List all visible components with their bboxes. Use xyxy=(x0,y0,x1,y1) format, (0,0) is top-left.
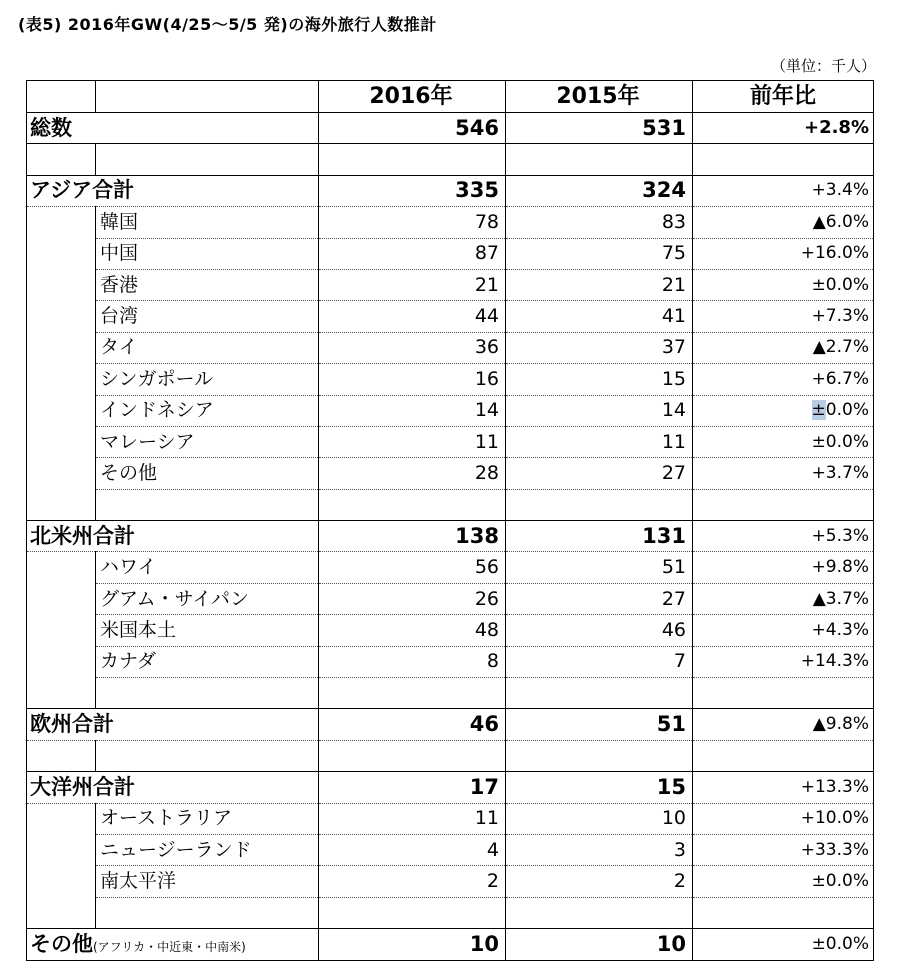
row-2016: 28 xyxy=(319,458,506,489)
row-2015: 14 xyxy=(506,395,693,426)
row-label: インドネシア xyxy=(96,395,319,426)
row-2015: 27 xyxy=(506,583,693,614)
row-ratio: ±0.0% xyxy=(693,426,874,457)
table-row xyxy=(27,426,874,457)
row-ratio: ▲2.7% xyxy=(693,332,874,363)
row-2015: 27 xyxy=(506,458,693,489)
row-label: 中国 xyxy=(96,238,319,269)
row-2015: 15 xyxy=(506,364,693,395)
row-ratio: +6.7% xyxy=(693,364,874,395)
total-label: 総数 xyxy=(27,113,319,144)
table-row xyxy=(27,803,874,834)
group-ratio: +13.3% xyxy=(693,772,874,803)
row-label: 南太平洋 xyxy=(96,866,319,897)
row-2015: 3 xyxy=(506,834,693,865)
table-row xyxy=(27,395,874,426)
group-2016: 138 xyxy=(319,521,506,552)
group-2015: 15 xyxy=(506,772,693,803)
row-2016: 78 xyxy=(319,207,506,238)
row-ratio: +9.8% xyxy=(693,552,874,583)
group-row xyxy=(27,175,874,206)
row-2016: 21 xyxy=(319,269,506,300)
row-2016: 44 xyxy=(319,301,506,332)
row-2016: 36 xyxy=(319,332,506,363)
row-2015: 7 xyxy=(506,646,693,677)
row-ratio: +16.0% xyxy=(693,238,874,269)
table-row xyxy=(27,269,874,300)
row-2016: 11 xyxy=(319,803,506,834)
table-row xyxy=(27,332,874,363)
group-2016: 335 xyxy=(319,175,506,206)
row-2016: 16 xyxy=(319,364,506,395)
row-2015: 46 xyxy=(506,615,693,646)
group-label: 欧州合計 xyxy=(27,709,319,740)
row-label: グアム・サイパン xyxy=(96,583,319,614)
row-2015: 21 xyxy=(506,269,693,300)
unit-label: （単位：千人） xyxy=(770,57,876,75)
group-2016: 46 xyxy=(319,709,506,740)
total-ratio: +2.8% xyxy=(693,113,874,144)
row-2015: 83 xyxy=(506,207,693,238)
travel-table xyxy=(26,80,874,961)
table-row xyxy=(27,583,874,614)
row-label: ニュージーランド xyxy=(96,834,319,865)
group-label: 北米州合計 xyxy=(27,521,319,552)
row-ratio: +33.3% xyxy=(693,834,874,865)
group-row xyxy=(27,772,874,803)
row-ratio: ▲6.0% xyxy=(693,207,874,238)
row-2015: 2 xyxy=(506,866,693,897)
table-title: (表5) 2016年GW(4/25～5/5 発)の海外旅行人数推計 xyxy=(18,15,437,34)
group-2015: 131 xyxy=(506,521,693,552)
other-2016: 10 xyxy=(319,929,506,960)
row-label: マレーシア xyxy=(96,426,319,457)
group-ratio: ▲9.8% xyxy=(693,709,874,740)
group-row xyxy=(27,709,874,740)
row-2016: 56 xyxy=(319,552,506,583)
table-row xyxy=(27,552,874,583)
group-label: アジア合計 xyxy=(27,175,319,206)
row-ratio: ±0.0% xyxy=(693,866,874,897)
row-2015: 11 xyxy=(506,426,693,457)
row-ratio: +14.3% xyxy=(693,646,874,677)
table-row xyxy=(27,458,874,489)
group-label: 大洋州合計 xyxy=(27,772,319,803)
other-2015: 10 xyxy=(506,929,693,960)
row-ratio: ▲3.7% xyxy=(693,583,874,614)
row-label: その他 xyxy=(96,458,319,489)
table-row xyxy=(27,615,874,646)
group-2015: 51 xyxy=(506,709,693,740)
row-2016: 14 xyxy=(319,395,506,426)
row-label: オーストラリア xyxy=(96,803,319,834)
row-2016: 11 xyxy=(319,426,506,457)
row-2015: 75 xyxy=(506,238,693,269)
row-ratio: +3.7% xyxy=(693,458,874,489)
blank-row xyxy=(27,144,874,175)
row-label: 香港 xyxy=(96,269,319,300)
row-ratio: ±0.0% xyxy=(693,269,874,300)
blank-row xyxy=(27,489,874,520)
row-label: タイ xyxy=(96,332,319,363)
row-label: 米国本土 xyxy=(96,615,319,646)
row-2015: 37 xyxy=(506,332,693,363)
table-row xyxy=(27,834,874,865)
total-2016: 546 xyxy=(319,113,506,144)
row-2015: 41 xyxy=(506,301,693,332)
row-2016: 2 xyxy=(319,866,506,897)
table-row xyxy=(27,207,874,238)
row-2015: 10 xyxy=(506,803,693,834)
blank-row xyxy=(27,740,874,771)
row-2016: 26 xyxy=(319,583,506,614)
header-2016: 2016年 xyxy=(319,81,506,113)
group-2015: 324 xyxy=(506,175,693,206)
other-row xyxy=(27,929,874,960)
header-row xyxy=(27,81,874,113)
row-2016: 48 xyxy=(319,615,506,646)
row-label: 台湾 xyxy=(96,301,319,332)
row-2015: 51 xyxy=(506,552,693,583)
blank-row xyxy=(27,897,874,928)
header-2015: 2015年 xyxy=(506,81,693,113)
group-2016: 17 xyxy=(319,772,506,803)
row-2016: 87 xyxy=(319,238,506,269)
header-ratio: 前年比 xyxy=(693,81,874,113)
row-2016: 4 xyxy=(319,834,506,865)
table-row xyxy=(27,866,874,897)
row-label: 韓国 xyxy=(96,207,319,238)
group-ratio: +5.3% xyxy=(693,521,874,552)
table-row xyxy=(27,238,874,269)
row-ratio: +10.0% xyxy=(693,803,874,834)
table-row xyxy=(27,301,874,332)
blank-row xyxy=(27,678,874,709)
total-row xyxy=(27,113,874,144)
row-ratio: +4.3% xyxy=(693,615,874,646)
other-label: その他(アフリカ・中近東・中南米) xyxy=(27,929,319,960)
other-ratio: ±0.0% xyxy=(693,929,874,960)
row-label: ハワイ xyxy=(96,552,319,583)
group-row xyxy=(27,521,874,552)
row-2016: 8 xyxy=(319,646,506,677)
row-label: カナダ xyxy=(96,646,319,677)
table-row xyxy=(27,364,874,395)
total-2015: 531 xyxy=(506,113,693,144)
table-row xyxy=(27,646,874,677)
group-ratio: +3.4% xyxy=(693,175,874,206)
row-ratio: ±0.0% xyxy=(693,395,874,426)
row-label: シンガポール xyxy=(96,364,319,395)
row-ratio: +7.3% xyxy=(693,301,874,332)
